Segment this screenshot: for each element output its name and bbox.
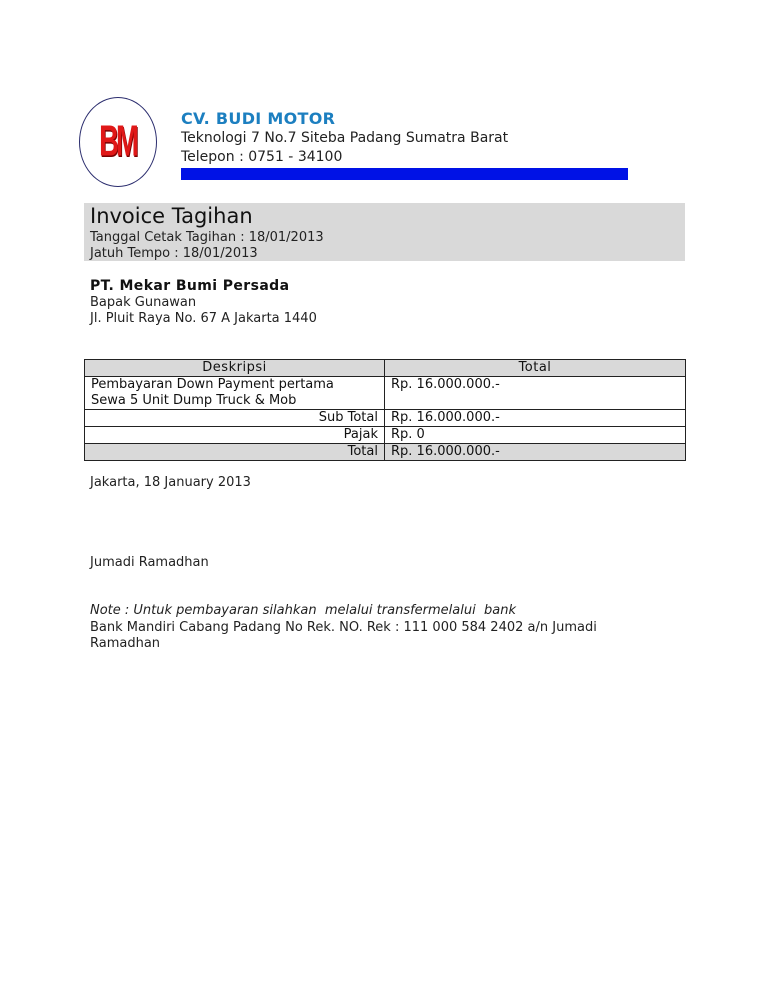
signer-name: Jumadi Ramadhan xyxy=(90,555,209,570)
item-description-line: Sewa 5 Unit Dump Truck & Mob xyxy=(91,393,297,408)
customer-contact: Bapak Gunawan xyxy=(90,295,197,310)
company-phone: Telepon : 0751 - 34100 xyxy=(181,149,343,165)
column-header-total: Total xyxy=(385,360,686,377)
header-accent-bar xyxy=(181,168,628,180)
invoice-title: Invoice Tagihan xyxy=(90,204,253,228)
table-row xyxy=(85,377,686,410)
item-description-line: Pembayaran Down Payment pertama xyxy=(91,377,334,392)
grand-total-row xyxy=(85,444,686,461)
customer-name: PT. Mekar Bumi Persada xyxy=(90,278,290,294)
tax-row xyxy=(85,427,686,444)
item-total: Rp. 16.000.000.- xyxy=(385,377,686,410)
invoice-items-table xyxy=(84,359,686,461)
tax-value: Rp. 0 xyxy=(385,427,686,444)
table-header-row xyxy=(85,360,686,377)
grand-total-label: Total xyxy=(85,444,385,461)
customer-address: Jl. Pluit Raya No. 67 A Jakarta 1440 xyxy=(90,311,317,326)
invoice-due-date: Jatuh Tempo : 18/01/2013 xyxy=(90,246,258,261)
company-logo xyxy=(79,97,157,187)
invoice-print-date: Tanggal Cetak Tagihan : 18/01/2013 xyxy=(90,230,324,245)
invoice-header xyxy=(84,203,685,261)
payment-note: Note : Untuk pembayaran silahkan melalui transfermelalui bank xyxy=(90,603,516,618)
place-and-date: Jakarta, 18 January 2013 xyxy=(90,475,251,490)
grand-total-value: Rp. 16.000.000.- xyxy=(385,444,686,461)
tax-label: Pajak xyxy=(85,427,385,444)
company-name: CV. BUDI MOTOR xyxy=(181,109,336,128)
subtotal-value: Rp. 16.000.000.- xyxy=(385,410,686,427)
column-header-description: Deskripsi xyxy=(85,360,385,377)
subtotal-label: Sub Total xyxy=(85,410,385,427)
bank-info: Bank Mandiri Cabang Padang No Rek. NO. Rek : 111 000 584 2402 a/n Jumadi Ramadhan xyxy=(90,620,597,651)
subtotal-row xyxy=(85,410,686,427)
logo-text: BM xyxy=(99,117,137,166)
company-address: Teknologi 7 No.7 Siteba Padang Sumatra Barat xyxy=(181,130,509,146)
item-description xyxy=(85,377,385,410)
